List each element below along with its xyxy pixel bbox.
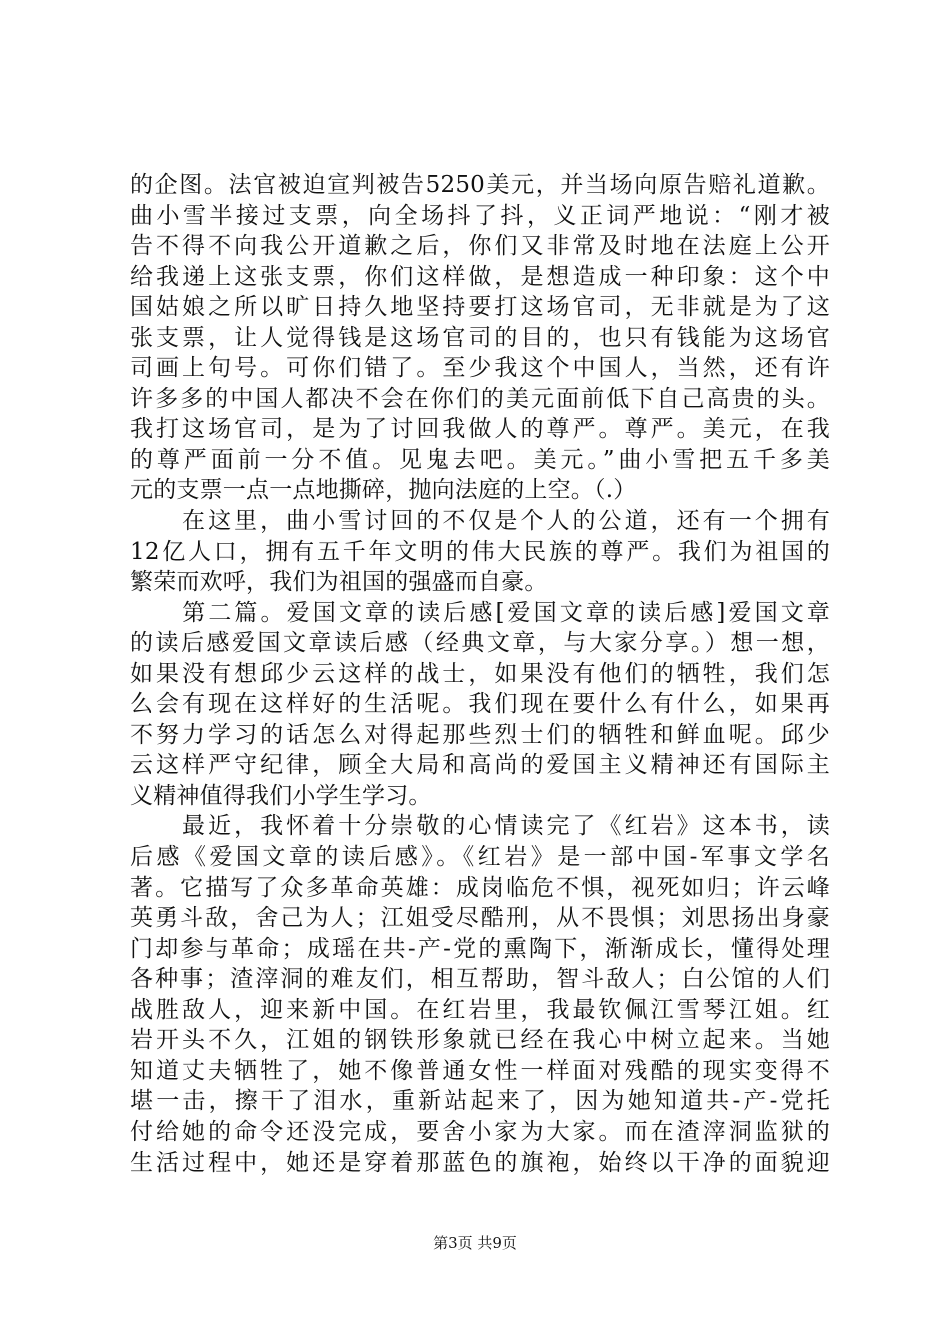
text-line: 义精神值得我们小学生学习。: [130, 782, 432, 809]
text-line: 繁荣而欢呼，我们为祖国的强盛而自豪。: [130, 569, 548, 596]
text-line: 堪一击，擦干了泪水，重新站起来了，因为她知道共-产-党托: [130, 1088, 830, 1115]
text-line: 曲小雪半接过支票，向全场抖了抖，义正词严地说：“刚才被: [130, 202, 830, 229]
page-footer: 第3页 共9页: [433, 1234, 517, 1252]
text-line: 知道丈夫牺牲了，她不像普通女性一样面对残酷的现实变得不: [130, 1057, 830, 1084]
text-line: 云这样严守纪律，顾全大局和高尚的爱国主义精神还有国际主: [130, 752, 830, 779]
text-line: 岩开头不久，江姐的钢铁形象就已经在我心中树立起来。当她: [130, 1027, 830, 1054]
text-line: 么会有现在这样好的生活呢。我们现在要什么有什么，如果再: [130, 691, 830, 718]
text-line: 战胜敌人，迎来新中国。在红岩里，我最钦佩江雪琴江姐。红: [130, 996, 830, 1023]
text-line: 元的支票一点一点地撕碎，抛向法庭的上空。（.）: [130, 477, 637, 504]
text-line: 12亿人口，拥有五千年文明的伟大民族的尊严。我们为祖国的: [130, 538, 830, 565]
text-line: 最近，我怀着十分崇敬的心情读完了《红岩》这本书，读: [130, 813, 830, 840]
text-line: 国姑娘之所以旷日持久地坚持要打这场官司，无非就是为了这: [130, 294, 830, 321]
text-line: 生活过程中，她还是穿着那蓝色的旗袍，始终以干净的面貌迎: [130, 1149, 830, 1176]
text-line: 不努力学习的话怎么对得起那些烈士们的牺牲和鲜血呢。邱少: [130, 721, 830, 748]
text-line: 后感《爱国文章的读后感》。《红岩》是一部中国-军事文学名: [130, 844, 830, 871]
document-body: [130, 170, 830, 1178]
text-line: 在这里，曲小雪讨回的不仅是个人的公道，还有一个拥有: [130, 508, 830, 535]
text-line: 我打这场官司，是为了讨回我做人的尊严。尊严。美元，在我: [130, 416, 830, 443]
text-line: 著。它描写了众多革命英雄：成岗临危不惧，视死如归；许云峰: [130, 874, 830, 901]
text-line: 司画上句号。可你们错了。至少我这个中国人，当然，还有许: [130, 355, 830, 382]
text-line: 第二篇。爱国文章的读后感[爱国文章的读后感]爱国文章: [130, 599, 830, 626]
text-line: 的尊严面前一分不值。见鬼去吧。美元。”曲小雪把五千多美: [130, 446, 830, 473]
text-line: 的企图。法官被迫宣判被告5250美元，并当场向原告赔礼道歉。: [130, 172, 830, 198]
text-line: 告不得不向我公开道歉之后，你们又非常及时地在法庭上公开: [130, 233, 830, 260]
text-line: 各种事；渣滓洞的难友们，相互帮助，智斗敌人；白公馆的人们: [130, 966, 830, 993]
text-line: 张支票，让人觉得钱是这场官司的目的，也只有钱能为这场官: [130, 324, 830, 351]
text-line: 门却参与革命；成瑶在共-产-党的熏陶下，渐渐成长，懂得处理: [130, 935, 830, 962]
text-line: 给我递上这张支票，你们这样做，是想造成一种印象：这个中: [130, 263, 830, 290]
text-line: 英勇斗敌，舍己为人；江姐受尽酷刑，从不畏惧；刘思扬出身豪: [130, 905, 830, 932]
text-line: 许多多的中国人都决不会在你们的美元面前低下自己高贵的头。: [130, 385, 830, 412]
text-line: 如果没有想邱少云这样的战士，如果没有他们的牺牲，我们怎: [130, 660, 830, 687]
text-line: 的读后感爱国文章读后感（经典文章，与大家分享。）想一想，: [130, 630, 830, 657]
text-line: 付给她的命令还没完成，要舍小家为大家。而在渣滓洞监狱的: [130, 1118, 830, 1145]
